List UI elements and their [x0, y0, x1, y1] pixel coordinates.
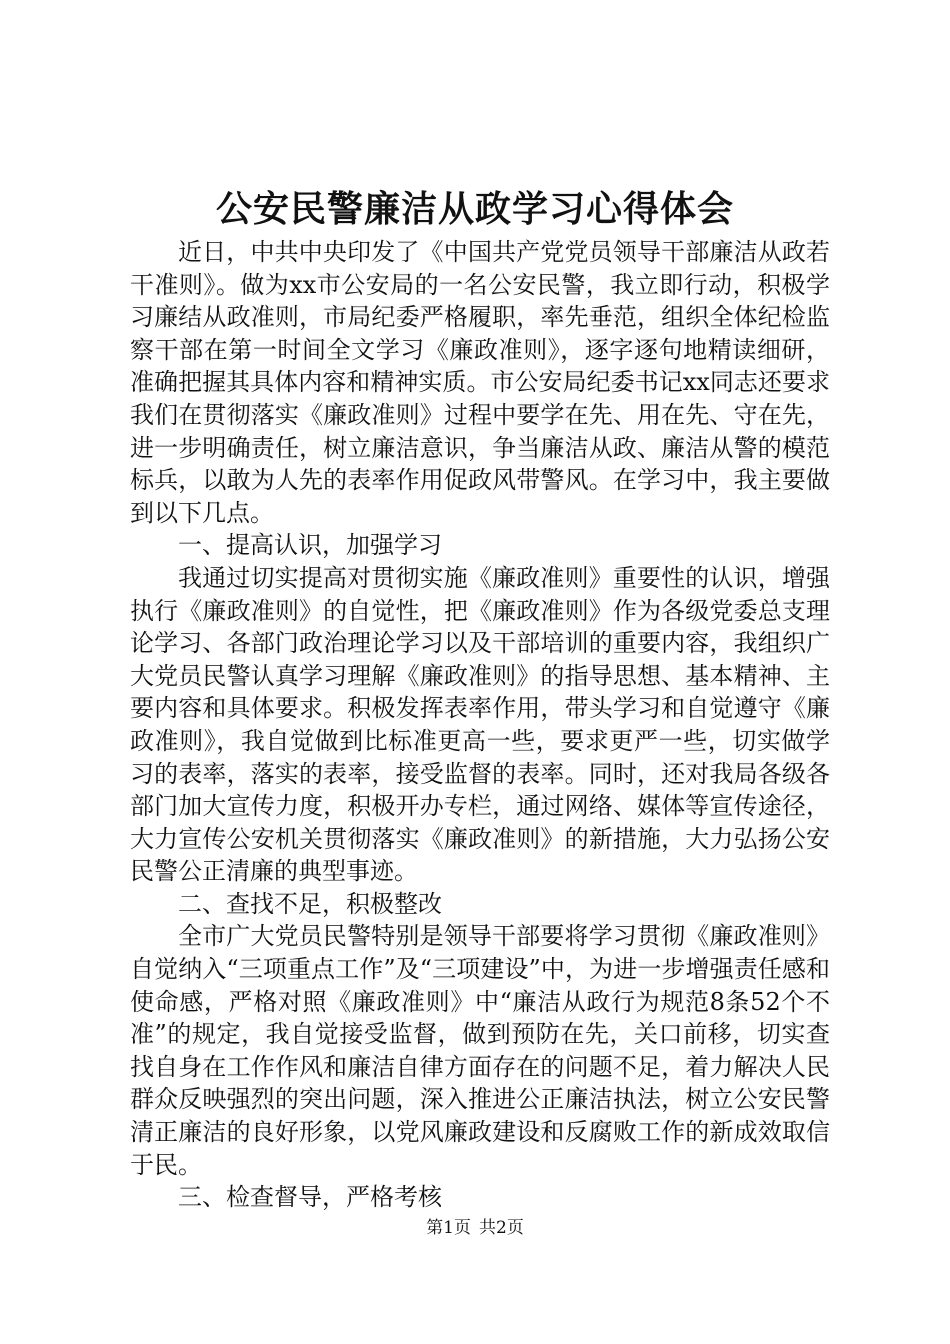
section-heading-2: 二、查找不足，积极整改 [178, 889, 442, 918]
paragraph-section-2: 全市广大党员民警特别是领导干部要将学习贯彻《廉政准则》自觉纳入“三项重点工作”及“三项建设”中，为进一步增强责任感和使命感，严格对照《廉政准则》中“廉洁从政行为规范8条52个不准”的规定，我自觉接受监督，做到预防在先，关口前移，切实查找自身在工作作风和廉洁自律方面存在的问题不足，着力解决人民群众反映强烈的突出问题，深入推进公正廉洁执法，树立公安民警清正廉洁的良好形象，以党风廉政建设和反腐败工作的新成效取信于民。 [130, 922, 830, 1179]
page-total: 共2页 [479, 1218, 524, 1238]
section-heading-3: 三、检查督导，严格考核 [178, 1183, 442, 1212]
page-number: 第1页 [426, 1218, 471, 1238]
document-title: 公安民警廉洁从政学习心得体会 [215, 188, 734, 230]
document-body [130, 236, 830, 1214]
paragraph-intro: 近日，中共中央印发了《中国共产党党员领导干部廉洁从政若干准则》。做为xx市公安局的一名公安民警，我立即行动，积极学习廉结从政准则，市局纪委严格履职，率先垂范，组织全体纪检监察干部在第一时间全文学习《廉政准则》，逐字逐句地精读细研，准确把握其具体内容和精神实质。市公安局纪委书记xx同志还要求我们在贯彻落实《廉政准则》过程中要学在先、用在先、守在先，进一步明确责任，树立廉洁意识，争当廉洁从政、廉洁从警的模范标兵，以敢为人先的表率作用促政风带警风。在学习中，我主要做到以下几点。 [130, 238, 830, 527]
section-heading-1: 一、提高认识，加强学习 [178, 531, 442, 560]
page-footer [0, 1216, 950, 1240]
paragraph-section-1: 我通过切实提高对贯彻实施《廉政准则》重要性的认识，增强执行《廉政准则》的自觉性，把《廉政准则》作为各级党委总支理论学习、各部门政治理论学习以及干部培训的重要内容，我组织广大党员民警认真学习理解《廉政准则》的指导思想、基本精神、主要内容和具体要求。积极发挥表率作用，带头学习和自觉遵守《廉政准则》，我自觉做到比标准更高一些，要求更严一些，切实做学习的表率，落实的表率，接受监督的表率。同时，还对我局各级各部门加大宣传力度，积极开办专栏，通过网络、媒体等宣传途径，大力宣传公安机关贯彻落实《廉政准则》的新措施，大力弘扬公安民警公正清廉的典型事迹。 [130, 563, 830, 886]
